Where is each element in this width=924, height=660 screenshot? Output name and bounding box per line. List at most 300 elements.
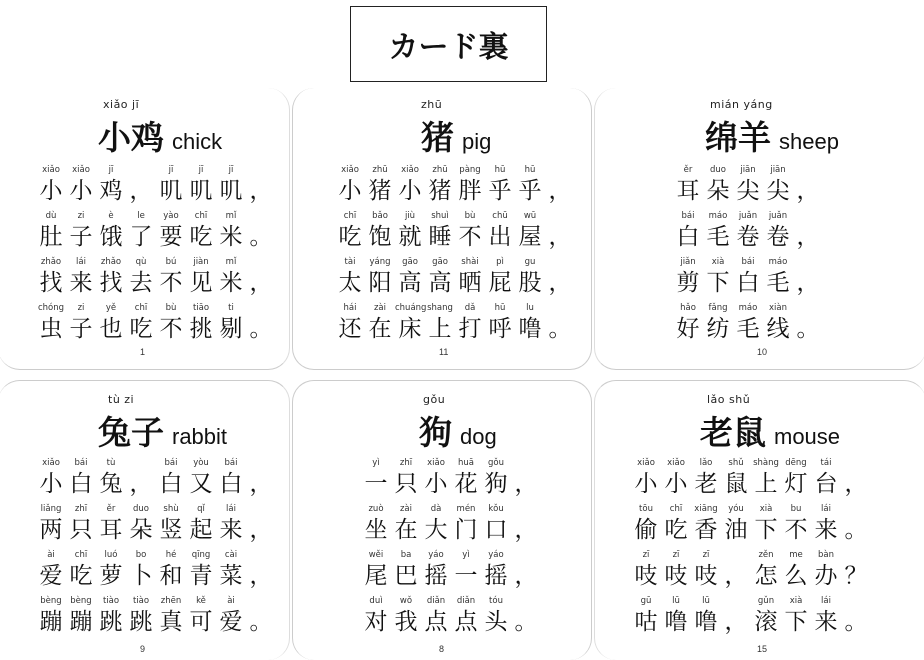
pinyin-row bbox=[631, 595, 871, 607]
chinese-character: 猪 bbox=[428, 178, 452, 204]
title-pinyin: zhū bbox=[421, 98, 443, 111]
pinyin-syllable: dēng bbox=[785, 458, 807, 468]
chinese-character: 白 bbox=[736, 270, 760, 296]
poem bbox=[673, 164, 823, 348]
chinese-character: 见 bbox=[189, 270, 213, 296]
pinyin-syllable: kě bbox=[196, 596, 206, 606]
chinese-character: 上 bbox=[428, 316, 452, 342]
pinyin-syllable: duo bbox=[710, 165, 726, 175]
chinese-character: 。 bbox=[249, 609, 273, 635]
chinese-character: 白 bbox=[219, 471, 243, 497]
chinese-character: 摇 bbox=[484, 563, 508, 589]
pinyin-syllable: chū bbox=[492, 211, 508, 221]
character-row bbox=[335, 268, 575, 298]
pinyin-syllable: ài bbox=[47, 550, 55, 560]
pinyin-syllable: diǎn bbox=[426, 596, 446, 606]
pinyin-syllable: shuì bbox=[431, 211, 449, 221]
pinyin-syllable: pàng bbox=[459, 165, 481, 175]
header-title-box bbox=[350, 6, 547, 82]
chinese-character: 尖 bbox=[766, 178, 790, 204]
pinyin-syllable: dǎ bbox=[464, 303, 476, 313]
pinyin-syllable: zài bbox=[399, 504, 413, 514]
pinyin-syllable: mén bbox=[456, 504, 476, 514]
pinyin-syllable: bái bbox=[681, 211, 695, 221]
poem-line bbox=[36, 256, 276, 302]
pinyin-syllable: chī bbox=[74, 550, 88, 560]
chinese-character: 咕 bbox=[634, 609, 658, 635]
chinese-character: ， bbox=[844, 471, 868, 497]
chinese-character: 一 bbox=[364, 471, 388, 497]
chinese-character: 。 bbox=[249, 316, 273, 342]
pinyin-syllable: lái bbox=[226, 504, 236, 514]
pinyin-syllable: zhǎo bbox=[40, 257, 62, 267]
pinyin-row bbox=[631, 503, 871, 515]
pinyin-syllable: hé bbox=[165, 550, 177, 560]
chinese-character: 股 bbox=[518, 270, 542, 296]
poem-line bbox=[36, 549, 276, 595]
pinyin-row bbox=[335, 164, 575, 176]
pinyin-syllable: fǎng bbox=[708, 303, 728, 313]
pinyin-syllable: xià bbox=[789, 596, 803, 606]
pinyin-syllable: yì bbox=[462, 550, 470, 560]
pinyin-syllable: chī bbox=[134, 303, 148, 313]
pinyin-syllable: tóu bbox=[489, 596, 503, 606]
card-rabbit bbox=[0, 380, 290, 660]
poem-line bbox=[36, 210, 276, 256]
poem-line bbox=[36, 457, 276, 503]
chinese-character: ， bbox=[548, 224, 572, 250]
pinyin-syllable: gǔn bbox=[757, 596, 775, 606]
pinyin-syllable: yáo bbox=[428, 550, 444, 560]
pinyin-row bbox=[673, 164, 823, 176]
chinese-character: 猪 bbox=[368, 178, 392, 204]
pinyin-syllable: hū bbox=[494, 165, 506, 175]
page-number: 9 bbox=[140, 644, 146, 654]
chinese-character: 头 bbox=[484, 609, 508, 635]
chinese-character: 饱 bbox=[368, 224, 392, 250]
chinese-character: 偷 bbox=[634, 517, 658, 543]
poem-line bbox=[361, 457, 541, 503]
chinese-character: ？ bbox=[844, 563, 868, 589]
pinyin-syllable: duì bbox=[369, 596, 383, 606]
chinese-character: 吃 bbox=[338, 224, 362, 250]
poem-line bbox=[673, 210, 823, 256]
pinyin-syllable: bèng bbox=[40, 596, 62, 606]
chinese-character: 叽 bbox=[219, 178, 243, 204]
chinese-character: 虫 bbox=[39, 316, 63, 342]
chinese-character: 口 bbox=[484, 517, 508, 543]
pinyin-syllable: zuò bbox=[368, 504, 384, 514]
pinyin-syllable bbox=[126, 164, 156, 176]
chinese-character: 白 bbox=[676, 224, 700, 250]
character-row bbox=[631, 561, 871, 591]
title-pinyin: gǒu bbox=[423, 393, 446, 406]
chinese-character: 点 bbox=[454, 609, 478, 635]
pinyin-syllable bbox=[246, 164, 276, 176]
chinese-character: 来 bbox=[69, 270, 93, 296]
pinyin-syllable: lái bbox=[821, 596, 831, 606]
chinese-character: 起 bbox=[189, 517, 213, 543]
chinese-character: 屋 bbox=[518, 224, 542, 250]
chinese-character: 和 bbox=[159, 563, 183, 589]
card-title bbox=[98, 112, 222, 159]
pinyin-syllable bbox=[246, 256, 276, 268]
chinese-character: 小 bbox=[664, 471, 688, 497]
title-chinese: 绵羊 bbox=[705, 118, 771, 157]
chinese-character: 么 bbox=[784, 563, 808, 589]
chinese-character: 。 bbox=[548, 316, 572, 342]
character-row bbox=[631, 607, 871, 637]
pinyin-syllable: ti bbox=[228, 303, 234, 313]
chinese-character: 两 bbox=[39, 517, 63, 543]
chinese-character: 花 bbox=[454, 471, 478, 497]
chinese-character: 来 bbox=[219, 517, 243, 543]
chinese-character: 呼 bbox=[488, 316, 512, 342]
chinese-character: 太 bbox=[338, 270, 362, 296]
pinyin-syllable: cài bbox=[224, 550, 238, 560]
chinese-character: 卷 bbox=[736, 224, 760, 250]
pinyin-syllable: dà bbox=[430, 504, 442, 514]
pinyin-syllable: è bbox=[108, 211, 114, 221]
pinyin-row bbox=[673, 256, 823, 268]
chinese-character: 卜 bbox=[129, 563, 153, 589]
card-dog bbox=[292, 380, 592, 660]
title-pinyin: lǎo shǔ bbox=[707, 393, 751, 406]
chinese-character: 。 bbox=[844, 609, 868, 635]
pinyin-syllable: mǐ bbox=[225, 211, 237, 221]
pinyin-syllable: shang bbox=[427, 303, 453, 313]
character-row bbox=[36, 469, 276, 499]
chinese-character: 高 bbox=[398, 270, 422, 296]
pinyin-syllable: bàn bbox=[818, 550, 834, 560]
pinyin-row bbox=[36, 302, 276, 314]
chinese-character: 睡 bbox=[428, 224, 452, 250]
pinyin-syllable: gǒu bbox=[488, 458, 504, 468]
character-row bbox=[673, 268, 823, 298]
chinese-character: 来 bbox=[814, 609, 838, 635]
chinese-character: 床 bbox=[398, 316, 422, 342]
pinyin-syllable: hǎo bbox=[680, 303, 696, 313]
pinyin-syllable: hū bbox=[524, 165, 536, 175]
title-english: chick bbox=[172, 129, 223, 154]
character-row bbox=[631, 515, 871, 545]
chinese-character: 对 bbox=[364, 609, 388, 635]
chinese-character: 爱 bbox=[39, 563, 63, 589]
chinese-character: 耳 bbox=[99, 517, 123, 543]
chinese-character: 在 bbox=[394, 517, 418, 543]
pinyin-syllable: zhī bbox=[74, 504, 88, 514]
header-title: カード裏 bbox=[388, 30, 509, 65]
chinese-character: 跳 bbox=[99, 609, 123, 635]
chinese-character: 尾 bbox=[364, 563, 388, 589]
title-chinese: 猪 bbox=[421, 118, 454, 157]
pinyin-syllable: chuáng bbox=[395, 303, 427, 313]
chinese-character: 屁 bbox=[488, 270, 512, 296]
chinese-character: 噜 bbox=[664, 609, 688, 635]
poem-line bbox=[673, 302, 823, 348]
chinese-character: 剔 bbox=[219, 316, 243, 342]
chinese-character: 线 bbox=[766, 316, 790, 342]
chinese-character: 小 bbox=[338, 178, 362, 204]
pinyin-syllable: bo bbox=[135, 550, 147, 560]
title-chinese: 小鸡 bbox=[98, 118, 164, 157]
pinyin-syllable: zhēn bbox=[160, 596, 182, 606]
poem-line bbox=[361, 595, 541, 641]
pinyin-syllable: gāo bbox=[402, 257, 418, 267]
chinese-character: 纺 bbox=[706, 316, 730, 342]
pinyin-syllable: yào bbox=[163, 211, 179, 221]
chinese-character: 米 bbox=[219, 270, 243, 296]
pinyin-row bbox=[36, 595, 276, 607]
pinyin-row bbox=[36, 503, 276, 515]
chinese-character: 好 bbox=[676, 316, 700, 342]
character-row bbox=[36, 268, 276, 298]
pinyin-syllable: wěi bbox=[368, 550, 384, 560]
chinese-character: 吱 bbox=[664, 563, 688, 589]
pinyin-syllable: juǎn bbox=[768, 211, 788, 221]
pinyin-syllable: bu bbox=[790, 504, 802, 514]
card-sheep bbox=[594, 88, 924, 370]
pinyin-syllable: me bbox=[789, 550, 803, 560]
chinese-character: 叽 bbox=[159, 178, 183, 204]
pinyin-syllable bbox=[246, 503, 276, 515]
chinese-character: 耳 bbox=[676, 178, 700, 204]
page-number: 8 bbox=[439, 644, 445, 654]
poem-line bbox=[335, 164, 575, 210]
chinese-character: 真 bbox=[159, 609, 183, 635]
card-title bbox=[421, 112, 491, 159]
pinyin-syllable bbox=[841, 503, 871, 515]
pinyin-syllable: lu bbox=[526, 303, 534, 313]
title-english: rabbit bbox=[172, 424, 228, 449]
chinese-character: ， bbox=[129, 178, 153, 204]
chinese-character: ， bbox=[514, 471, 538, 497]
pinyin-syllable: máo bbox=[768, 257, 788, 267]
pinyin-syllable: xiǎo bbox=[42, 458, 60, 468]
pinyin-syllable: xiāng bbox=[694, 504, 718, 514]
chinese-character: 。 bbox=[249, 224, 273, 250]
chinese-character: 上 bbox=[754, 471, 778, 497]
pinyin-syllable: jī bbox=[198, 165, 204, 175]
chinese-character: 点 bbox=[424, 609, 448, 635]
pinyin-syllable: tiāo bbox=[192, 303, 210, 313]
pinyin-row bbox=[36, 164, 276, 176]
pinyin-syllable: shàng bbox=[753, 458, 779, 468]
pinyin-syllable: zài bbox=[373, 303, 387, 313]
chinese-character: 小 bbox=[39, 178, 63, 204]
pinyin-syllable: ěr bbox=[106, 504, 116, 514]
chinese-character: 怎 bbox=[754, 563, 778, 589]
chinese-character: 就 bbox=[398, 224, 422, 250]
pinyin-syllable: xiǎo bbox=[341, 165, 359, 175]
chinese-character: 滚 bbox=[754, 609, 778, 635]
chinese-character: 噜 bbox=[518, 316, 542, 342]
chinese-character: 吱 bbox=[634, 563, 658, 589]
chinese-character: 小 bbox=[424, 471, 448, 497]
page-number: 15 bbox=[757, 644, 768, 654]
card-title bbox=[98, 407, 227, 454]
pinyin-syllable: jiān bbox=[740, 165, 756, 175]
chinese-character: 只 bbox=[394, 471, 418, 497]
poem-line bbox=[631, 457, 871, 503]
pinyin-syllable: gū bbox=[640, 596, 652, 606]
pinyin-syllable: zhǎo bbox=[100, 257, 122, 267]
pinyin-syllable: qīng bbox=[191, 550, 211, 560]
pinyin-syllable bbox=[126, 457, 156, 469]
chinese-character: ， bbox=[796, 178, 820, 204]
pinyin-syllable: xià bbox=[759, 504, 773, 514]
chinese-character: ， bbox=[514, 517, 538, 543]
pinyin-syllable bbox=[793, 164, 823, 176]
pinyin-syllable: chóng bbox=[37, 303, 65, 313]
poem-line bbox=[36, 302, 276, 348]
pinyin-row bbox=[36, 256, 276, 268]
card-pig bbox=[292, 88, 592, 370]
pinyin-syllable bbox=[721, 595, 751, 607]
pinyin-syllable: zī bbox=[672, 550, 680, 560]
pinyin-syllable: shài bbox=[461, 257, 479, 267]
chinese-character: 也 bbox=[99, 316, 123, 342]
character-row bbox=[335, 176, 575, 206]
chinese-character: 叽 bbox=[189, 178, 213, 204]
poem-line bbox=[36, 164, 276, 210]
pinyin-syllable: bú bbox=[165, 257, 177, 267]
pinyin-row bbox=[361, 595, 541, 607]
pinyin-row bbox=[673, 210, 823, 222]
pinyin-syllable bbox=[246, 457, 276, 469]
poem-line bbox=[673, 256, 823, 302]
pinyin-syllable: lǎo bbox=[699, 458, 713, 468]
title-chinese: 狗 bbox=[419, 413, 452, 452]
pinyin-syllable: yáng bbox=[369, 257, 391, 267]
chinese-character: 找 bbox=[39, 270, 63, 296]
character-row bbox=[36, 607, 276, 637]
poem bbox=[361, 457, 541, 641]
pinyin-syllable: zhū bbox=[432, 165, 448, 175]
pinyin-syllable: duo bbox=[133, 504, 149, 514]
pinyin-syllable bbox=[793, 302, 823, 314]
chinese-character: 菜 bbox=[219, 563, 243, 589]
pinyin-row bbox=[673, 302, 823, 314]
poem-line bbox=[361, 549, 541, 595]
character-row bbox=[36, 314, 276, 344]
pinyin-syllable bbox=[246, 549, 276, 561]
pinyin-row bbox=[335, 302, 575, 314]
pinyin-syllable: gu bbox=[524, 257, 536, 267]
pinyin-syllable: xiǎo bbox=[637, 458, 655, 468]
character-row bbox=[673, 314, 823, 344]
pinyin-syllable: qǐ bbox=[197, 504, 205, 514]
character-row bbox=[335, 222, 575, 252]
chinese-character: 只 bbox=[69, 517, 93, 543]
character-row bbox=[673, 222, 823, 252]
pinyin-syllable: shù bbox=[163, 504, 179, 514]
pinyin-syllable: kǒu bbox=[488, 504, 504, 514]
chinese-character: 蹦 bbox=[69, 609, 93, 635]
chinese-character: 竖 bbox=[159, 517, 183, 543]
chinese-character: 小 bbox=[634, 471, 658, 497]
pinyin-syllable: juǎn bbox=[738, 211, 758, 221]
chinese-character: ， bbox=[548, 270, 572, 296]
pinyin-syllable: tiào bbox=[132, 596, 150, 606]
pinyin-syllable bbox=[793, 256, 823, 268]
chinese-character: 阳 bbox=[368, 270, 392, 296]
chinese-character: 噜 bbox=[694, 609, 718, 635]
pinyin-syllable: xiǎo bbox=[72, 165, 90, 175]
chinese-character: 晒 bbox=[458, 270, 482, 296]
pinyin-syllable: gāo bbox=[432, 257, 448, 267]
chinese-character: 蹦 bbox=[39, 609, 63, 635]
chinese-character: 吃 bbox=[664, 517, 688, 543]
pinyin-syllable bbox=[545, 210, 575, 222]
pinyin-syllable: bèng bbox=[70, 596, 92, 606]
pinyin-syllable: zī bbox=[702, 550, 710, 560]
chinese-character: 尖 bbox=[736, 178, 760, 204]
pinyin-syllable: zi bbox=[77, 303, 85, 313]
pinyin-syllable: zěn bbox=[758, 550, 774, 560]
poem bbox=[36, 164, 276, 348]
chinese-character: 乎 bbox=[488, 178, 512, 204]
pinyin-syllable: xiǎo bbox=[401, 165, 419, 175]
character-row bbox=[361, 469, 541, 499]
pinyin-syllable bbox=[841, 457, 871, 469]
pinyin-syllable: zhī bbox=[399, 458, 413, 468]
pinyin-syllable bbox=[511, 595, 541, 607]
chinese-character: ， bbox=[796, 224, 820, 250]
chinese-character: 老 bbox=[694, 471, 718, 497]
poem-line bbox=[361, 503, 541, 549]
character-row bbox=[36, 561, 276, 591]
poem-line bbox=[335, 256, 575, 302]
pinyin-syllable: wū bbox=[523, 211, 537, 221]
chinese-character: 门 bbox=[454, 517, 478, 543]
character-row bbox=[631, 469, 871, 499]
title-pinyin: tù zi bbox=[108, 393, 135, 406]
chinese-character: ， bbox=[796, 270, 820, 296]
title-chinese: 兔子 bbox=[98, 413, 164, 452]
chinese-character: 小 bbox=[398, 178, 422, 204]
chinese-character: ， bbox=[724, 609, 748, 635]
pinyin-syllable: chī bbox=[343, 211, 357, 221]
chinese-character: 。 bbox=[844, 517, 868, 543]
chinese-character: 毛 bbox=[766, 270, 790, 296]
chinese-character: 打 bbox=[458, 316, 482, 342]
pinyin-row bbox=[361, 457, 541, 469]
chinese-character: 灯 bbox=[784, 471, 808, 497]
poem-line bbox=[631, 595, 871, 641]
chinese-character: 毛 bbox=[706, 224, 730, 250]
pinyin-row bbox=[36, 549, 276, 561]
chinese-character: 鼠 bbox=[724, 471, 748, 497]
character-row bbox=[36, 176, 276, 206]
pinyin-syllable: bái bbox=[164, 458, 178, 468]
pinyin-syllable: qù bbox=[135, 257, 147, 267]
chinese-character: ， bbox=[548, 178, 572, 204]
chinese-character: ， bbox=[724, 563, 748, 589]
pinyin-syllable: huā bbox=[458, 458, 474, 468]
chinese-character: 吃 bbox=[129, 316, 153, 342]
chinese-character: 下 bbox=[784, 609, 808, 635]
pinyin-syllable: tù bbox=[106, 458, 116, 468]
pinyin-syllable: liǎng bbox=[40, 504, 62, 514]
chinese-character: 胖 bbox=[458, 178, 482, 204]
chinese-character: 不 bbox=[784, 517, 808, 543]
chinese-character: 大 bbox=[424, 517, 448, 543]
poem-line bbox=[36, 595, 276, 641]
title-pinyin: xiǎo jī bbox=[103, 98, 140, 111]
poem-line bbox=[36, 503, 276, 549]
chinese-character: 爱 bbox=[219, 609, 243, 635]
